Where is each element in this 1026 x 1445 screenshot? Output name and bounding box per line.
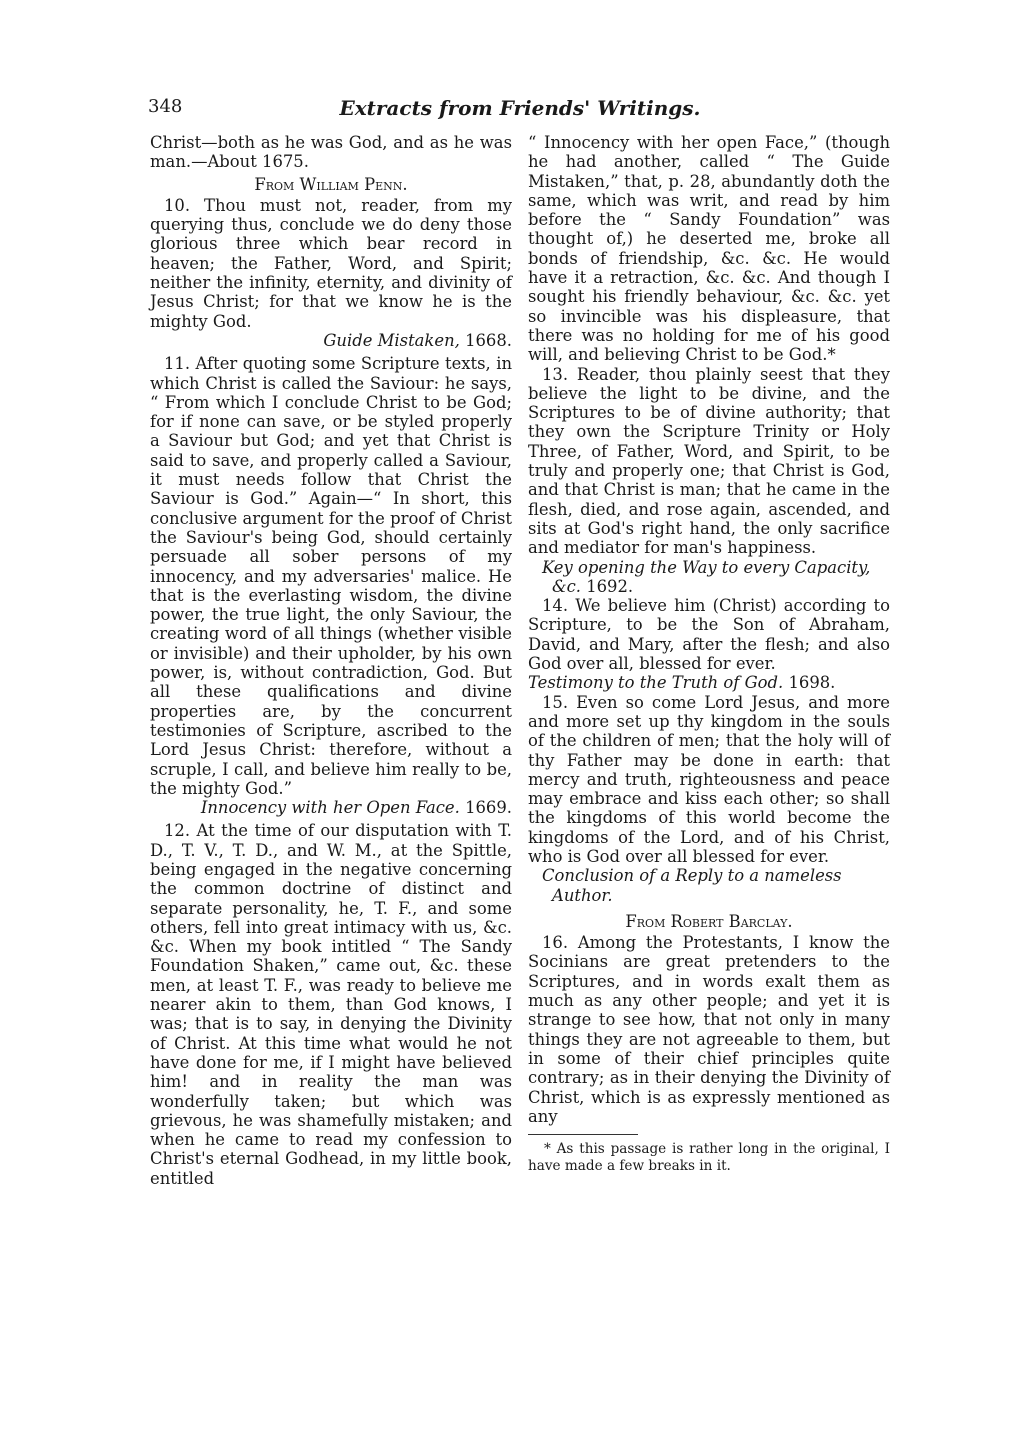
section-heading-penn: From William Penn.	[254, 174, 408, 194]
right-column	[528, 133, 890, 1175]
citation-title: Guide Mistaken,	[323, 330, 460, 350]
citation-14	[528, 673, 890, 692]
paragraph-12-continued: “ Innocency with her open Face,” (though he had another, called “ The Guide Mistaken,” that, p. 28, abundantly doth the same, which was writ, and read by him before the “ Sandy Foundation” was thought of,) he deserted me, broke all bonds of friendship, &c. &c. He would have it a retraction, &c. &c. And though I sought his friendly behaviour, &c. &c. yet so invincible was his displeasure, that there was no holding for me of his good will, and believing Christ to be God.*	[528, 133, 890, 365]
paragraph-12: 12. At the time of our disputation with T. D., T. V., T. D., and W. M., at the Spittle, being engaged in the negative concerning the common doctrine of distinct and separate personality, he, T. F., and some others, fell into great intimacy with us, &c. &c. When my book intitled “ The Sandy Foundation Shaken,” came out, &c. these men, at least T. F., was ready to believe me nearer akin to them, than God knows, I was; that is to say, in denying the Divinity of Christ. At this time what would he not have done for me, if I might have believed him! and in reality the man was wonderfully taken; but which was grievous, he was shamefully mistaken; and when he came to read my confession to Christ's eternal Godhead, in my little book, entitled	[150, 821, 512, 1188]
citation-year: 1692.	[586, 576, 634, 596]
paragraph-11: 11. After quoting some Scripture texts, in which Christ is called the Saviour: he says, “ From which I conclude Christ to be God; for if none can save, or be styled properly a Saviour but God; and yet that Christ is said to save, and properly called a Saviour, it must needs follow that Christ the Saviour is God.” Again—“ In short, this conclusive argument for the proof of Christ the Saviour's being God, should certainly persuade all sober persons of my innocency, and my adversaries' malice. He that is the everlasting wisdom, the divine power, the true light, the only Saviour, the creating word of all things (whether visible or invisible) and their upholder, by his own power, is, without contradiction, God. But all these qualifications and divine properties are, by the concurrent testimonies of Scripture, ascribed to the Lord Jesus Christ: therefore, without a scruple, I call, and believe him really to be, the mighty God.”	[150, 354, 512, 798]
citation-title: Key opening the Way to every Capacity, &c.	[542, 557, 871, 596]
paragraph-15: 15. Even so come Lord Jesus, and more and more set up thy kingdom in the souls of the children of men; that the holy will of thy Father may be done in earth: that mercy and truth, righteousness and peace may embrace and kiss each other; so shall the kingdoms of this world become the kingdoms of the Lord, and of his Christ, who is God over all blessed for ever.	[528, 692, 890, 866]
citation-title: Testimony to the Truth of God.	[528, 673, 784, 693]
citation-year: 1669.	[465, 798, 512, 818]
page-number: 348	[148, 96, 183, 117]
citation-title: Innocency with her Open Face.	[200, 798, 460, 818]
citation-11	[150, 798, 512, 817]
paragraph-continued: Christ—both as he was God, and as he was man.—About 1675.	[150, 133, 512, 172]
citation-year: 1698.	[788, 673, 836, 693]
paragraph-16: 16. Among the Protestants, I know the Socinians are great pretenders to the Scriptures, and in words exalt them as much as any other people; and yet it is strange to see how, that not only in many things they are not agreeable to them, but in some of their chief principles quite contrary; as in their denying the Divinity of Christ, which is as expressly mentioned as any	[528, 933, 890, 1126]
paragraph-10: 10. Thou must not, reader, from my querying thus, conclude we do deny those glorious three which bear record in heaven; the Father, Word, and Spirit; neither the infinity, eternity, and divinity of Jesus Christ; for that we know he is the mighty God.	[150, 195, 512, 331]
citation-year: 1668.	[465, 330, 512, 350]
section-heading-barclay: From Robert Barclay.	[625, 911, 793, 931]
citation-13	[528, 558, 890, 597]
paragraph-14: 14. We believe him (Christ) according to Scripture, to be the Son of Abraham, David, and Mary, after the flesh; and also God over all, blessed for ever.	[528, 596, 890, 674]
footnote-divider	[528, 1134, 638, 1135]
citation-10	[150, 331, 512, 350]
left-column	[150, 133, 512, 1188]
page-header	[148, 96, 892, 126]
running-title: Extracts from Friends' Writings.	[339, 96, 701, 120]
citation-15: Conclusion of a Reply to a nameless Author.	[542, 866, 842, 905]
paragraph-13: 13. Reader, thou plainly seest that they believe the light to be divine, and the Scriptures to be of divine authority; that they own the Scripture Trinity or Holy Three, of Father, Word, and Spirit, to be truly and properly one; that Christ is God, and that Christ is man; that he came in the flesh, died, and rose again, ascended, and sits at God's right hand, the only sacrifice and mediator for man's happiness.	[528, 364, 890, 558]
footnote: * As this passage is rather long in the original, I have made a few breaks in it.	[528, 1141, 890, 1175]
